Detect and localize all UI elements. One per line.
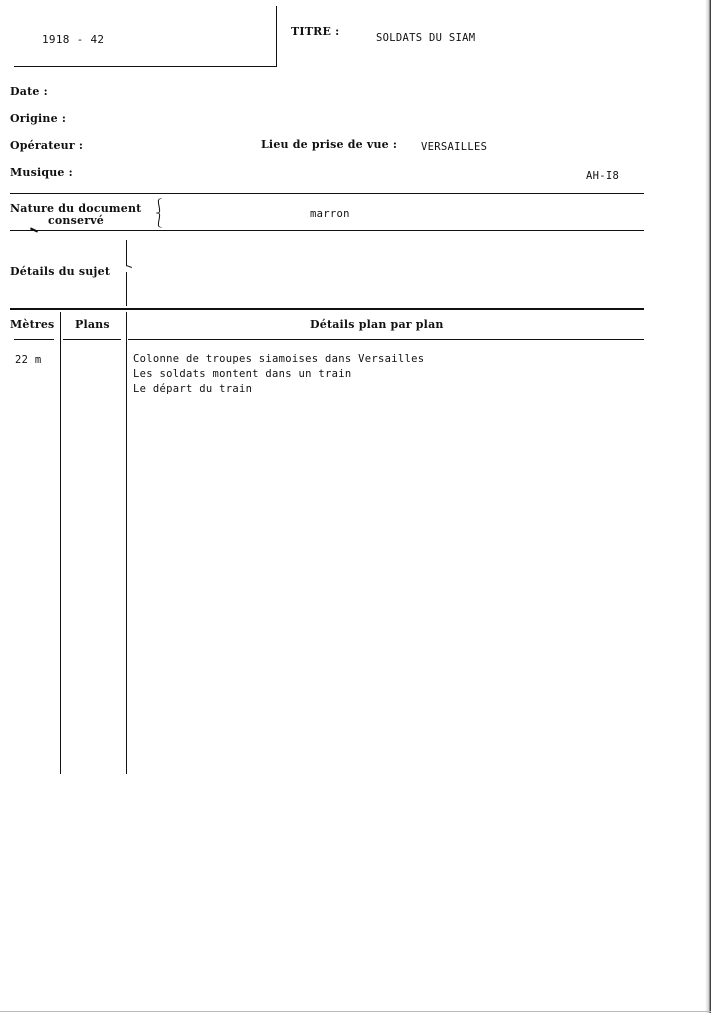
nature-top-rule bbox=[10, 193, 644, 194]
detail-line: Colonne de troupes siamoises dans Versailles bbox=[133, 353, 425, 365]
origine-label: Origine : bbox=[10, 112, 67, 125]
title-label: TITRE : bbox=[291, 25, 340, 38]
details-header-underline bbox=[128, 339, 644, 340]
header-divider bbox=[276, 6, 277, 67]
lieu-label: Lieu de prise de vue : bbox=[261, 138, 398, 151]
row-metres: 22 m bbox=[15, 354, 42, 366]
nature-label-line1: Nature du document bbox=[10, 202, 142, 215]
sujet-brace-lower bbox=[126, 272, 127, 306]
sujet-brace-tip bbox=[126, 265, 132, 268]
table-top-rule bbox=[10, 308, 644, 310]
detail-line: Le départ du train bbox=[133, 383, 253, 395]
sujet-label: Détails du sujet bbox=[10, 265, 111, 278]
nature-label-line2: conservé bbox=[48, 214, 105, 227]
column-divider-metres bbox=[60, 312, 61, 774]
scan-edge-shadow bbox=[705, 0, 711, 1013]
operateur-label: Opérateur : bbox=[10, 139, 84, 152]
nature-bottom-rule bbox=[10, 230, 644, 231]
nature-tick-mark bbox=[30, 227, 38, 232]
plans-header-underline bbox=[63, 339, 121, 340]
detail-line: Les soldats montent dans un train bbox=[133, 368, 352, 380]
header-underline bbox=[14, 66, 277, 67]
nature-brace: ⎰ ⎱ bbox=[152, 199, 166, 229]
title-value: SOLDATS DU SIAM bbox=[376, 32, 476, 44]
date-label: Date : bbox=[10, 85, 48, 98]
reference-number: 1918 - 42 bbox=[42, 33, 105, 46]
sujet-brace-upper bbox=[126, 240, 127, 266]
column-divider-plans bbox=[126, 312, 127, 774]
musique-label: Musique : bbox=[10, 166, 73, 179]
col-header-plans: Plans bbox=[75, 318, 110, 331]
col-header-metres: Mètres bbox=[10, 318, 55, 331]
metres-header-underline bbox=[14, 339, 54, 340]
lieu-value: VERSAILLES bbox=[421, 141, 488, 153]
row-details bbox=[133, 352, 424, 397]
nature-value: marron bbox=[310, 208, 350, 220]
scan-bottom-edge bbox=[0, 1011, 711, 1012]
col-header-details: Détails plan par plan bbox=[310, 318, 444, 331]
document-code: AH-I8 bbox=[586, 170, 620, 182]
